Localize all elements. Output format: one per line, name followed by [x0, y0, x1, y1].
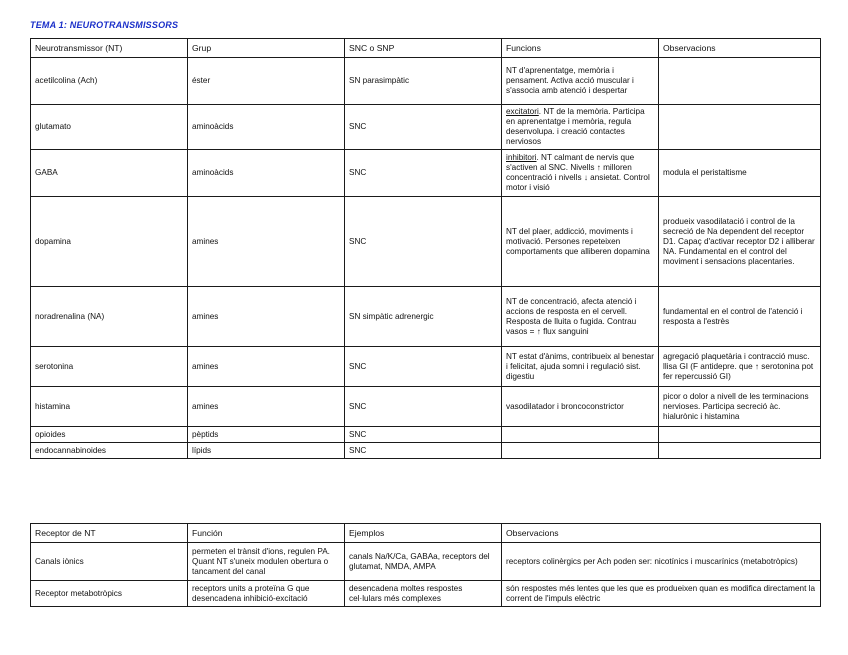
nt-group-cell: éster: [188, 58, 345, 105]
nt-system-cell: SNC: [345, 427, 502, 443]
nt-functions-cell: [502, 347, 659, 387]
nt-system-cell: SNC: [345, 105, 502, 150]
nt-group-cell: amines: [188, 197, 345, 287]
nt-system-cell: SN parasimpàtic: [345, 58, 502, 105]
nt-name-cell: noradrenalina (NA): [31, 287, 188, 347]
nt-functions-emphasis: inhibitori: [506, 153, 537, 162]
nt-header-cell: Neurotransmissor (NT): [31, 39, 188, 58]
nt-functions-text: . NT de la memòria. Participa en aprenentatge i memòria, regula desenvolupa. i creació contactes nerviosos: [506, 107, 645, 146]
nt-table-row: [31, 58, 821, 105]
nt-table-row: [31, 427, 821, 443]
nt-group-cell: pèptids: [188, 427, 345, 443]
nt-observations-cell: [659, 427, 821, 443]
nt-functions-cell: [502, 387, 659, 427]
nt-group-cell: lípids: [188, 443, 345, 459]
nt-system-cell: SN simpàtic adrenergic: [345, 287, 502, 347]
receptor-table-row: [31, 543, 821, 581]
nt-header-cell: Observacions: [659, 39, 821, 58]
receptor-function-cell: permeten el trànsit d'ions, regulen PA. Quant NT s'uneix modulen obertura o tancament del canal: [188, 543, 345, 581]
receptor-table-row: [31, 581, 821, 607]
nt-functions-text: NT del plaer, addicció, moviments i motivació. Persones repeteixen comportaments que alliberen dopamina: [506, 226, 650, 256]
neurotransmitters-table: [30, 38, 821, 459]
nt-observations-cell: modula el peristaltisme: [659, 150, 821, 197]
nt-table-row: [31, 287, 821, 347]
nt-observations-cell: agregació plaquetària i contracció musc. llisa GI (F antidepre. que ↑ serotonina pot fer repercussió GI): [659, 347, 821, 387]
nt-system-cell: SNC: [345, 197, 502, 287]
nt-observations-cell: picor o dolor a nivell de les terminacions nervioses. Participa secreció àc. hialurònic i histamina: [659, 387, 821, 427]
nt-observations-cell: produeix vasodilatació i control de la secreció de Na dependent del receptor D1. Capaç d'activar receptor D2 i alliberar NA. Fundamental en el control del moviment i sensacions placentaries.: [659, 197, 821, 287]
nt-functions-emphasis: excitatori: [506, 107, 539, 116]
receptor-header-cell: Observacions: [502, 524, 821, 543]
nt-name-cell: histamina: [31, 387, 188, 427]
nt-group-cell: aminoàcids: [188, 105, 345, 150]
page-title: TEMA 1: NEUROTRANSMISSORS: [30, 20, 179, 30]
nt-observations-cell: [659, 58, 821, 105]
nt-observations-cell: fundamental en el control de l'atenció i resposta a l'estrès: [659, 287, 821, 347]
nt-functions-text: NT estat d'ànims, contribueix al benestar i felicitat, ajuda somni i regulació sist. digestiu: [506, 351, 654, 381]
receptor-observations-cell: són respostes més lentes que les que es produeixen quan es modifica directament la corrent de l'impuls elèctric: [502, 581, 821, 607]
nt-observations-cell: [659, 443, 821, 459]
nt-group-cell: amines: [188, 287, 345, 347]
nt-group-cell: aminoàcids: [188, 150, 345, 197]
nt-functions-cell: [502, 197, 659, 287]
nt-name-cell: endocannabinoides: [31, 443, 188, 459]
receptor-name-cell: Receptor metabotròpics: [31, 581, 188, 607]
nt-name-cell: dopamina: [31, 197, 188, 287]
nt-system-cell: SNC: [345, 387, 502, 427]
nt-table-row: [31, 197, 821, 287]
nt-system-cell: SNC: [345, 150, 502, 197]
nt-name-cell: serotonina: [31, 347, 188, 387]
nt-functions-text: vasodilatador i broncoconstrictor: [506, 401, 624, 411]
nt-table-row: [31, 347, 821, 387]
nt-table-row: [31, 443, 821, 459]
receptor-name-cell: Canals iònics: [31, 543, 188, 581]
nt-functions-cell: [502, 105, 659, 150]
nt-functions-cell: [502, 287, 659, 347]
nt-functions-cell: [502, 150, 659, 197]
receptor-header-row: [31, 524, 821, 543]
nt-table-row: [31, 387, 821, 427]
nt-name-cell: opioides: [31, 427, 188, 443]
receptors-table: [30, 523, 821, 607]
nt-table-row: [31, 105, 821, 150]
nt-system-cell: SNC: [345, 443, 502, 459]
nt-functions-text: NT d'aprenentatge, memòria i pensament. Activa acció muscular i s'associa amb atenció i despertar: [506, 66, 634, 95]
nt-system-cell: SNC: [345, 347, 502, 387]
nt-header-row: [31, 39, 821, 58]
receptor-examples-cell: canals Na/K/Ca, GABAa, receptors del glutamat, NMDA, AMPA: [345, 543, 502, 581]
receptor-function-cell: receptors units a proteïna G que desencadena inhibició-excitació: [188, 581, 345, 607]
nt-name-cell: acetilcolina (Ach): [31, 58, 188, 105]
receptor-observations-cell: receptors colinèrgics per Ach poden ser: nicotínics i muscarínics (metabotròpics): [502, 543, 821, 581]
nt-functions-cell: [502, 427, 659, 443]
nt-header-cell: Grup: [188, 39, 345, 58]
nt-header-cell: Funcions: [502, 39, 659, 58]
nt-functions-cell: [502, 58, 659, 105]
nt-observations-cell: [659, 105, 821, 150]
receptor-header-cell: Receptor de NT: [31, 524, 188, 543]
nt-table-row: [31, 150, 821, 197]
receptor-header-cell: Función: [188, 524, 345, 543]
nt-header-cell: SNC o SNP: [345, 39, 502, 58]
nt-functions-text: NT de concentració, afecta atenció i accions de resposta en el cervell. Resposta de lluita o fugida. Contrau vasos = ↑ flux sanguini: [506, 296, 637, 336]
nt-group-cell: amines: [188, 387, 345, 427]
receptor-header-cell: Ejemplos: [345, 524, 502, 543]
nt-name-cell: GABA: [31, 150, 188, 197]
nt-group-cell: amines: [188, 347, 345, 387]
nt-functions-text: . NT calmant de nervis que s'activen al SNC. Nivells ↑ milloren concentració i nivells ↓ ansietat. Control motor i visió: [506, 153, 650, 192]
receptor-examples-cell: desencadena moltes respostes cel·lulars més complexes: [345, 581, 502, 607]
nt-functions-cell: [502, 443, 659, 459]
nt-name-cell: glutamato: [31, 105, 188, 150]
